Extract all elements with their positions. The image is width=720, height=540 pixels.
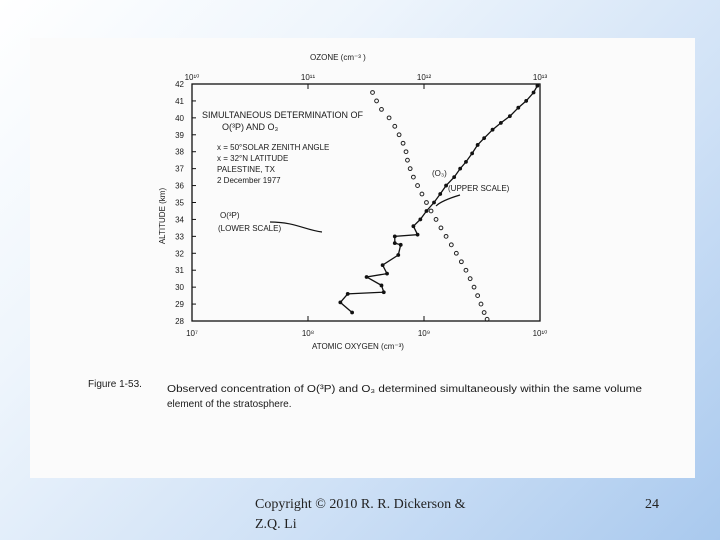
y-tick-label: 34 <box>175 215 184 225</box>
annotation-title-1: SIMULTANEOUS DETERMINATION OF <box>202 110 364 120</box>
o3p-point <box>418 218 422 222</box>
o3-point <box>476 294 480 298</box>
figure-image <box>30 38 695 478</box>
o3-point <box>408 167 412 171</box>
y-tick-label: 36 <box>175 181 184 191</box>
y-tick-label: 38 <box>175 147 184 157</box>
o3-series-label: (O₃) <box>432 169 447 178</box>
o3p-series-label: O(³P) <box>220 211 240 220</box>
o3-point <box>449 243 453 247</box>
o3p-point <box>382 290 386 294</box>
o3p-point <box>432 201 436 205</box>
o3p-point <box>532 91 536 95</box>
o3p-point <box>381 263 385 267</box>
o3p-point <box>482 136 486 140</box>
o3-point <box>468 277 472 281</box>
bottom-tick-label: 10¹⁰ <box>532 329 548 338</box>
bottom-axis-label: ATOMIC OXYGEN (cm⁻³) <box>312 342 404 351</box>
y-tick-label: 31 <box>175 266 184 276</box>
o3-point <box>472 285 476 289</box>
o3-point <box>411 175 415 179</box>
annotation-condition-2: x = 32°N LATITUDE <box>217 154 289 163</box>
o3p-point <box>393 234 397 238</box>
o3-point <box>416 184 420 188</box>
o3p-point <box>380 284 384 288</box>
top-tick-label: 10¹² <box>416 73 432 82</box>
o3p-point <box>346 292 350 296</box>
o3-point <box>439 226 443 230</box>
annotation-title-2: O(³P) AND O₃ <box>222 122 279 132</box>
o3-point <box>482 311 486 315</box>
o3p-point <box>464 160 468 164</box>
o3-point <box>401 141 405 145</box>
o3p-point <box>524 99 528 103</box>
o3-point <box>380 107 384 111</box>
o3-point <box>420 192 424 196</box>
o3p-point <box>508 114 512 118</box>
o3p-point <box>536 84 540 88</box>
o3p-point <box>416 233 420 237</box>
caption-line-2: element of the stratosphere. <box>167 399 292 410</box>
top-tick-label: 10¹³ <box>532 73 548 82</box>
o3p-point <box>393 241 397 245</box>
o3-point <box>434 218 438 222</box>
y-tick-label: 40 <box>175 113 184 123</box>
y-tick-label: 30 <box>175 283 184 293</box>
y-tick-label: 35 <box>175 198 184 208</box>
o3p-point <box>385 272 389 276</box>
o3-point <box>375 99 379 103</box>
o3-point <box>429 209 433 213</box>
o3-point <box>404 150 408 154</box>
y-tick-label: 28 <box>175 317 184 326</box>
y-tick-label: 32 <box>175 249 184 259</box>
o3p-point <box>499 121 503 125</box>
altitude-concentration-chart <box>30 38 695 478</box>
o3p-point <box>491 128 495 132</box>
o3p-series-line <box>340 86 537 313</box>
o3p-point <box>396 253 400 257</box>
bottom-tick-label: 10⁹ <box>417 329 431 338</box>
y-tick-label: 41 <box>175 96 184 106</box>
y-axis-label: ALTITUDE (km) <box>158 187 167 245</box>
o3-point <box>387 116 391 120</box>
bottom-tick-label: 10⁸ <box>301 329 315 338</box>
o3-scale-label: (UPPER SCALE) <box>448 184 510 193</box>
caption-line-1: Observed concentration of O(³P) and O₃ determined simultaneously within the same volume <box>167 384 643 395</box>
o3p-scale-label: (LOWER SCALE) <box>218 224 282 233</box>
top-axis-label: OZONE (cm⁻³ ) <box>310 53 366 62</box>
o3-point <box>371 91 375 95</box>
o3p-point <box>438 192 442 196</box>
y-tick-label: 42 <box>175 80 184 89</box>
y-tick-label: 33 <box>175 232 184 242</box>
o3-point <box>444 234 448 238</box>
o3-point <box>454 251 458 255</box>
o3-point <box>393 124 397 128</box>
bottom-tick-label: 10⁷ <box>186 329 198 338</box>
o3-point <box>479 302 483 306</box>
o3-point <box>464 268 468 272</box>
slide-number: 24 <box>645 497 659 512</box>
annotation-condition-4: 2 December 1977 <box>217 176 281 185</box>
o3-leader-line <box>436 195 460 206</box>
o3p-point <box>476 143 480 147</box>
o3-point <box>406 158 410 162</box>
y-tick-label: 39 <box>175 130 184 140</box>
o3p-point <box>470 152 474 156</box>
y-tick-label: 29 <box>175 300 184 310</box>
top-tick-label: 10¹¹ <box>300 73 316 82</box>
o3p-point <box>365 275 369 279</box>
o3p-point <box>452 175 456 179</box>
o3p-point <box>338 300 342 304</box>
o3-point <box>397 133 401 137</box>
y-tick-label: 37 <box>175 164 184 174</box>
annotation-condition-3: PALESTINE, TX <box>217 165 275 174</box>
o3p-point <box>350 311 354 315</box>
o3p-point <box>425 209 429 213</box>
o3p-point <box>399 243 403 247</box>
annotation-condition-1: x = 50°SOLAR ZENITH ANGLE <box>217 143 330 152</box>
o3p-point <box>411 224 415 228</box>
o3p-point <box>458 167 462 171</box>
caption-prefix: Figure 1-53. <box>88 379 142 390</box>
footer-copyright: Copyright © 2010 R. R. Dickerson & Z.Q. Li <box>255 497 466 532</box>
o3-point <box>425 201 429 205</box>
o3-point <box>459 260 463 264</box>
top-tick-label: 10¹⁰ <box>184 73 200 82</box>
o3p-point <box>516 106 520 110</box>
